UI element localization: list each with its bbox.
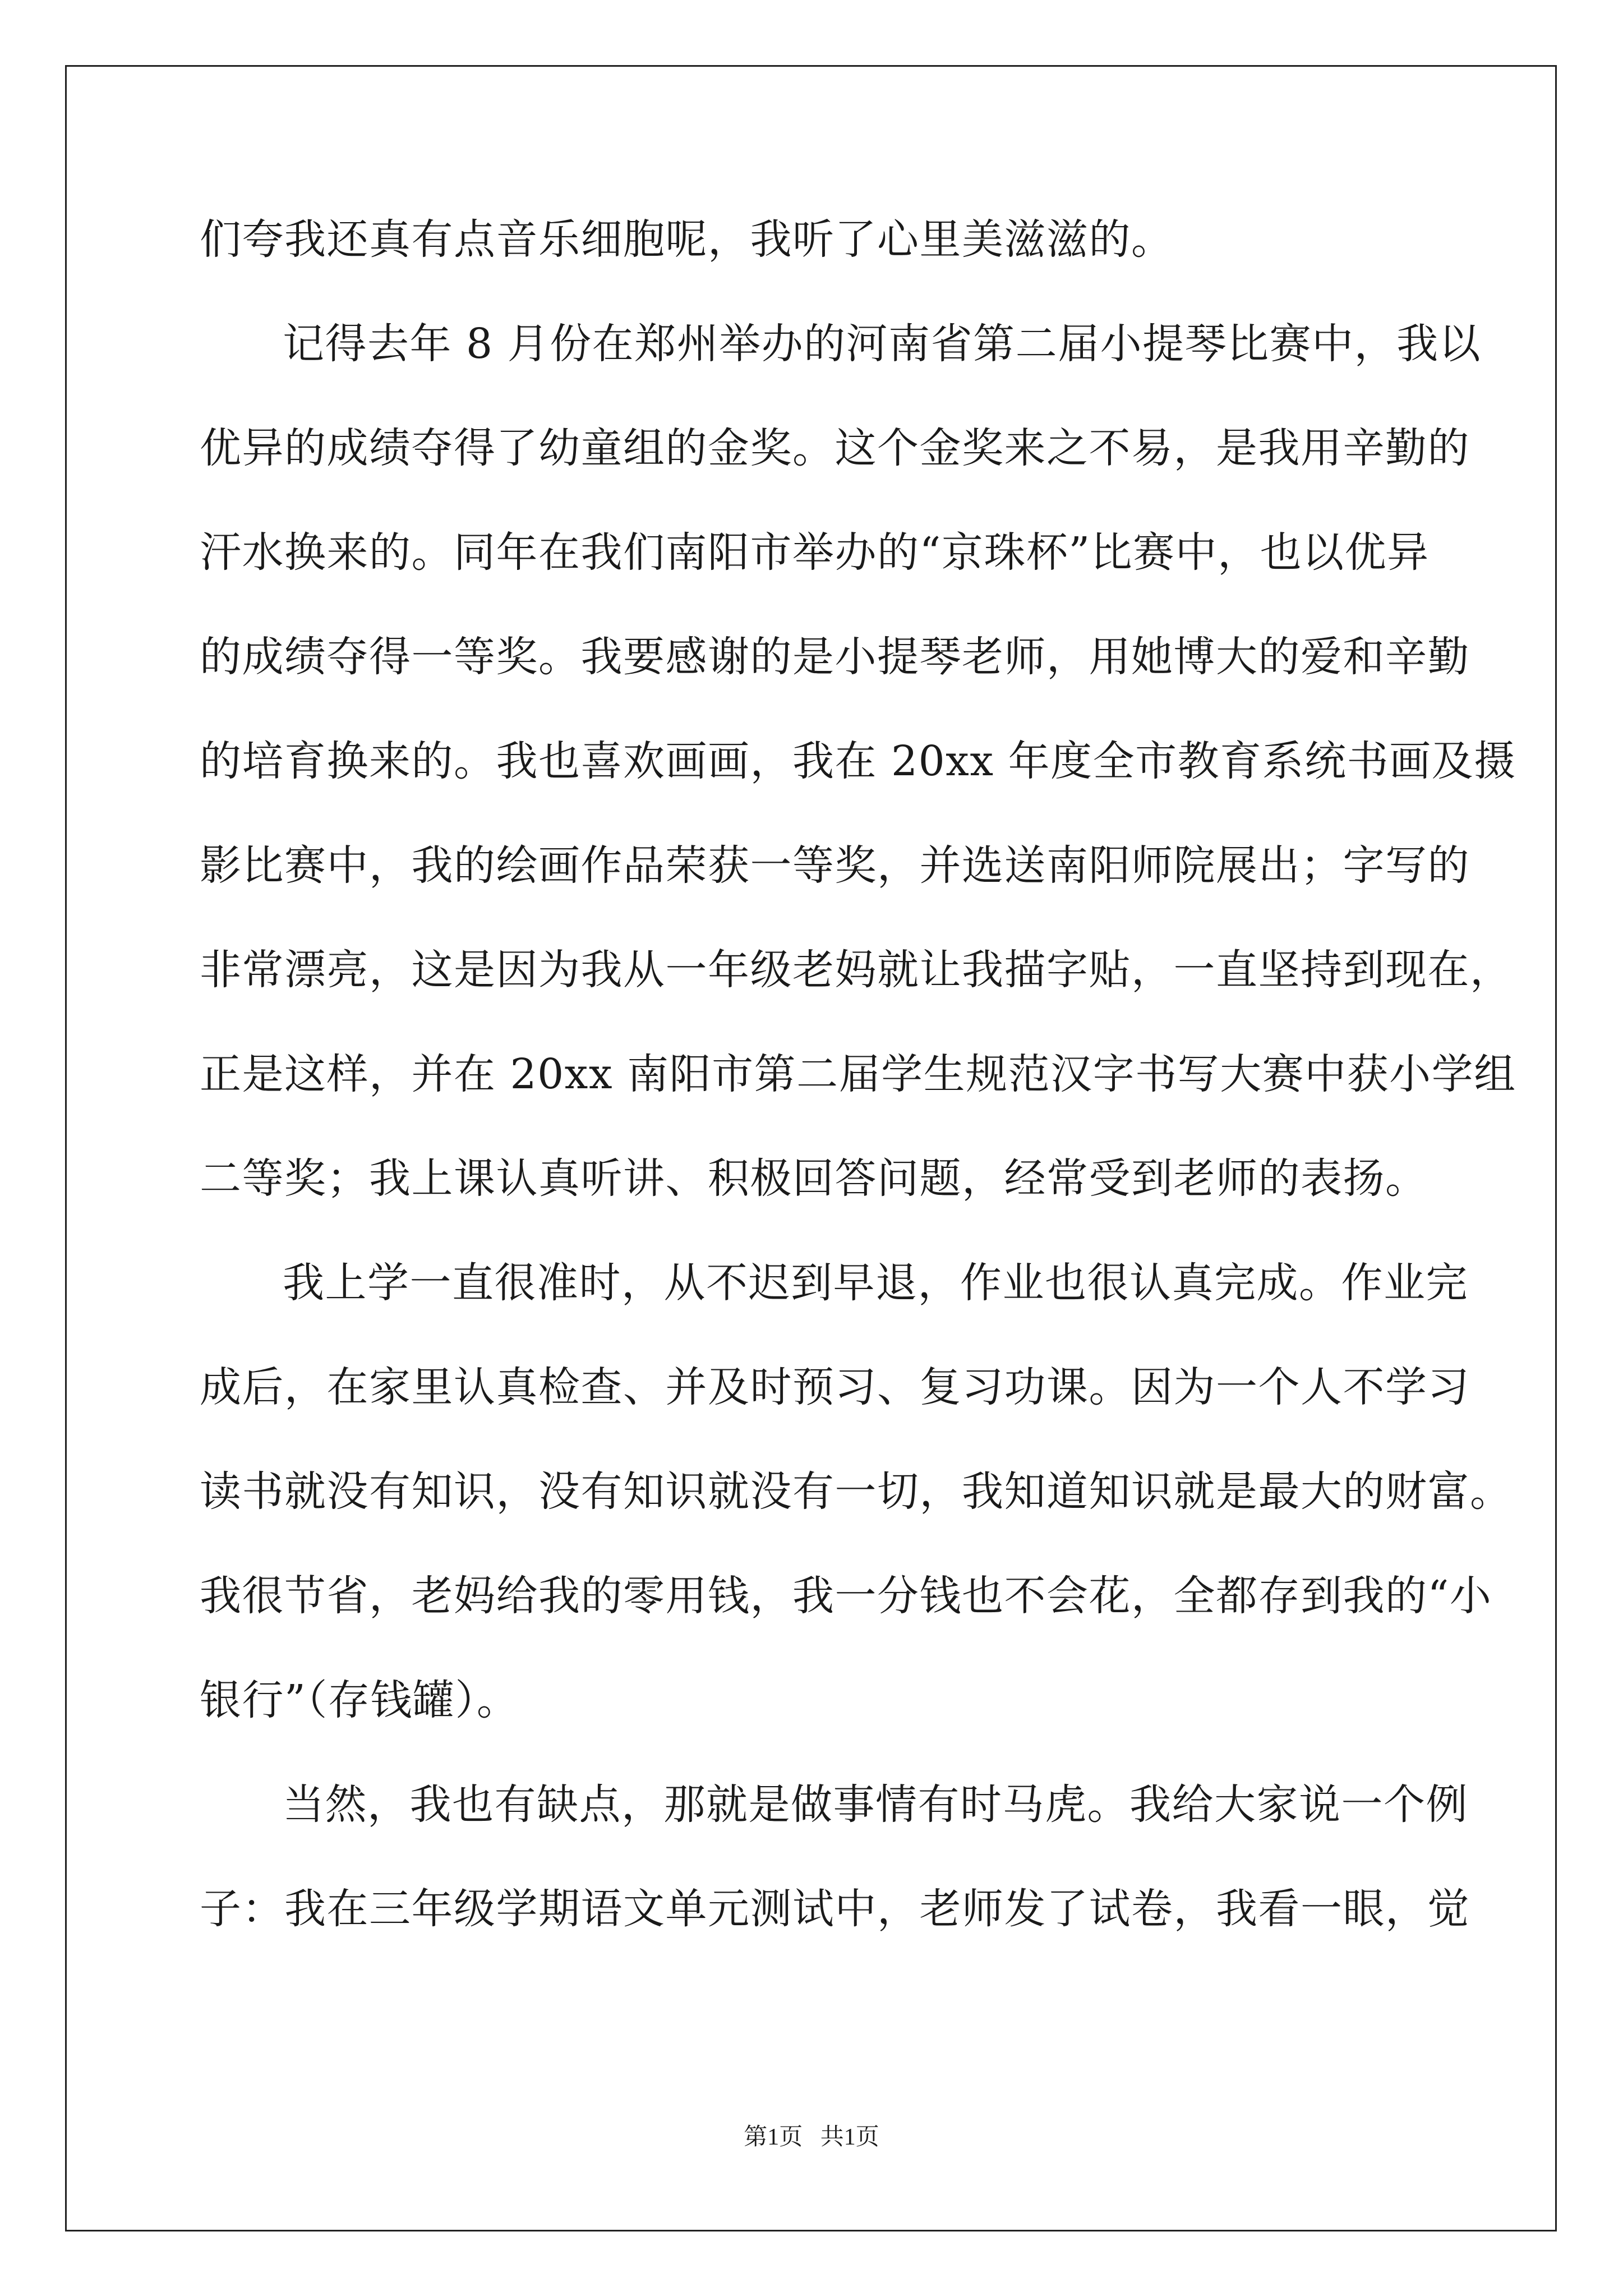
- page-footer: 第1页 共1页: [744, 2124, 879, 2150]
- text-line: 汗水换来的。同年在我们南阳市举办的“京珠杯”比赛中，也以优异: [200, 528, 1430, 577]
- text-line: 的成绩夺得一等奖。我要感谢的是小提琴老师，用她博大的爱和辛勤: [200, 633, 1470, 681]
- document-body: [200, 187, 1516, 1961]
- text-line: 银行”（存钱罐）。: [200, 1676, 519, 1724]
- text-line: 我很节省，老妈给我的零用钱，我一分钱也不会花，全都存到我的“小: [200, 1572, 1492, 1620]
- text-line: 的培育换来的。我也喜欢画画，我在 20xx 年度全市教育系统书画及摄: [200, 737, 1516, 785]
- text-line: 们夸我还真有点音乐细胞呢，我听了心里美滋滋的。: [200, 215, 1174, 264]
- text-line: 读书就没有知识，没有知识就没有一切，我知道知识就是最大的财富。: [200, 1467, 1513, 1516]
- paragraph-start-line: 记得去年 8 月份在郑州举办的河南省第二届小提琴比赛中，我以: [283, 320, 1482, 368]
- text-line: 影比赛中，我的绘画作品荣获一等奖，并选送南阳师院展出；字写的: [200, 841, 1470, 890]
- paragraph-start-line: 我上学一直很准时，从不迟到早退，作业也很认真完成。作业完: [283, 1259, 1468, 1307]
- text-line: 二等奖；我上课认真听讲、积极回答问题，经常受到老师的表扬。: [200, 1154, 1428, 1203]
- text-line: 子：我在三年级学期语文单元测试中，老师发了试卷，我看一眼，觉: [200, 1885, 1470, 1933]
- paragraph-start-line: 当然，我也有缺点，那就是做事情有时马虎。我给大家说一个例: [283, 1780, 1468, 1829]
- text-line: 正是这样，并在 20xx 南阳市第二届学生规范汉字书写大赛中获小学组: [200, 1050, 1516, 1098]
- text-line: 优异的成绩夺得了幼童组的金奖。这个金奖来之不易，是我用辛勤的: [200, 424, 1470, 472]
- text-line: 非常漂亮，这是因为我从一年级老妈就让我描字贴，一直坚持到现在，: [200, 946, 1513, 994]
- text-line: 成后，在家里认真检查、并及时预习、复习功课。因为一个人不学习: [200, 1363, 1470, 1411]
